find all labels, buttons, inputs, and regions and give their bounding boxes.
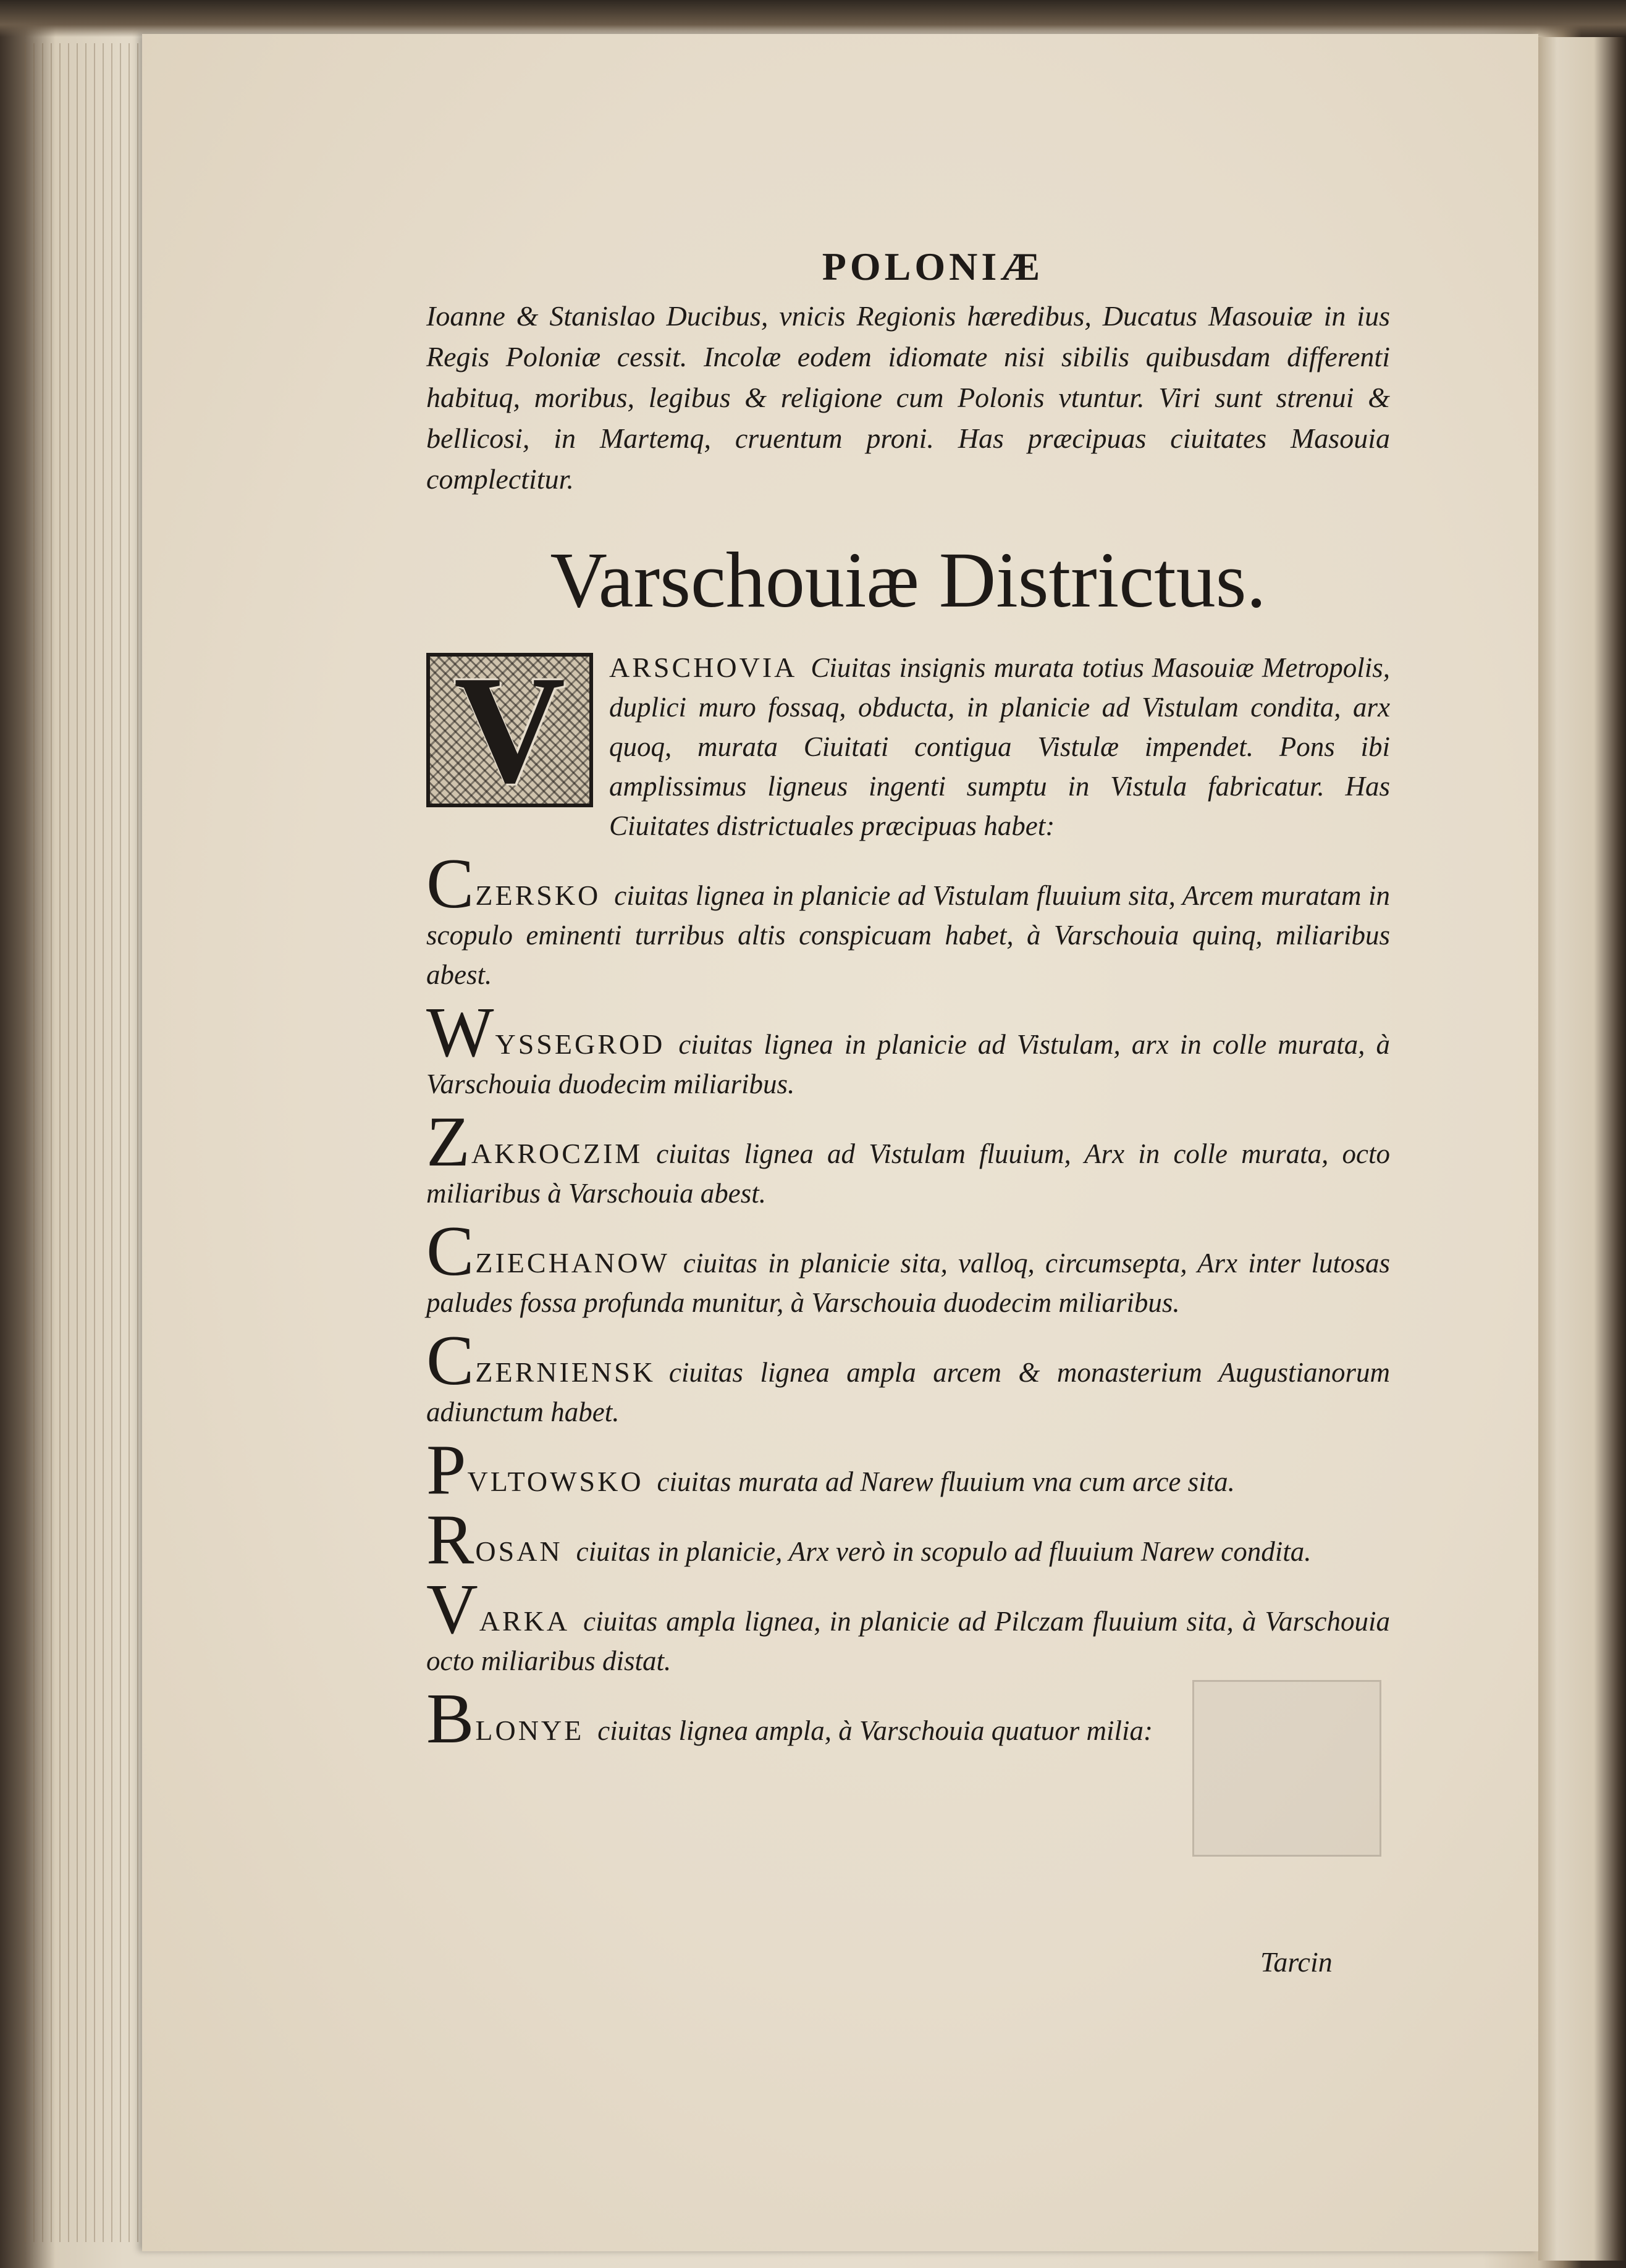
place-initial: W: [426, 993, 495, 1072]
place-initial: V: [426, 1570, 479, 1649]
place-initial: C: [426, 1212, 476, 1291]
paragraph-text: Ciuitas insignis murata totius Masouiæ Metropolis, duplici muro fossaq, obducta, in planicie ad Vistulam condita, arx quoq, murata Ciuitati contigua Vistulæ impendet. Pons ibi amplissimus ligneus ingenti sumptu in Vistula fabricatur. Has Ciuitates districtuales præcipuas habet:: [609, 652, 1390, 841]
facing-leaf-edge: [1538, 37, 1626, 2261]
paragraph-text: ciuitas ampla lignea, in planicie ad Pilczam fluuium sita, à Varschouia octo miliaribus distat.: [426, 1606, 1390, 1676]
paragraph-text: ciuitas in planicie, Arx verò in scopulo ad fluuium Narew condita.: [576, 1536, 1312, 1567]
catchword: Tarcin: [1260, 1946, 1333, 1978]
paragraph-varka: [426, 1570, 1390, 1681]
paragraph-text: ciuitas lignea in planicie ad Vistulam, arx in colle murata, à Varschouia duodecim miliaribus.: [426, 1029, 1390, 1099]
paragraph-text: ciuitas in planicie sita, valloq, circumsepta, Arx inter lutosas paludes fossa profunda munitur, à Varschouia duodecim miliaribus.: [426, 1248, 1390, 1318]
place-initial: Z: [426, 1102, 471, 1182]
paragraph-varschovia: [426, 644, 1390, 846]
place-name: ARKA: [479, 1605, 570, 1637]
paragraph-text: ciuitas murata ad Narew fluuium vna cum arce sita.: [657, 1466, 1235, 1497]
place-name: ARSCHOVIA: [609, 652, 798, 683]
page-edges: [25, 43, 148, 2242]
place-initial: P: [426, 1430, 468, 1510]
place-name: AKROCZIM: [471, 1138, 643, 1169]
paragraph-text: ciuitas lignea ad Vistulam fluuium, Arx in colle murata, octo miliaribus à Varschouia abest.: [426, 1138, 1390, 1209]
place-name: LONYE: [475, 1715, 584, 1746]
paragraph-blonye: [426, 1679, 1390, 1758]
text-block: [426, 244, 1390, 1764]
paragraph-zakroczim: [426, 1102, 1390, 1213]
paragraph-pvltowsko: [426, 1430, 1390, 1510]
paragraph-czersko: [426, 844, 1390, 994]
paragraph-text: ciuitas lignea ampla arcem & monasterium Augustianorum adiunctum habet.: [426, 1357, 1390, 1427]
book-top-shadow: [0, 0, 1626, 37]
place-initial: C: [426, 1321, 476, 1400]
place-name: YSSEGROD: [495, 1028, 665, 1060]
paragraph-wyssegrod: [426, 993, 1390, 1104]
decorated-initial: [426, 644, 593, 815]
intro-paragraph: Ioanne & Stanislao Ducibus, vnicis Regionis hæredibus, Ducatus Masouiæ in ius Regis Poloniæ cessit. Incolæ eodem idiomate nisi sibilis quibusdam differenti habituq, moribus, legibus & religione cum Polonis vtuntur. Viri sunt strenui & bellicosi, in Martemq, cruentum proni. Has præcipuas ciuitates Masouia complectitur.: [426, 300, 1390, 495]
decorated-initial-letter: V: [453, 644, 566, 815]
place-initial: C: [426, 844, 476, 923]
paragraph-rosan: [426, 1500, 1390, 1579]
paragraph-text: ciuitas lignea ampla, à Varschouia quatuor milia:: [597, 1715, 1153, 1746]
place-initial: B: [426, 1679, 476, 1758]
section-title: Varschouiæ Districtus.: [550, 536, 1266, 624]
paragraph-czerniensk: [426, 1321, 1390, 1432]
place-name: ZERNIENSK: [475, 1356, 655, 1388]
running-head: POLONIÆ: [822, 245, 1044, 288]
place-name: VLTOWSKO: [467, 1466, 644, 1497]
paragraph-text: ciuitas lignea in planicie ad Vistulam fluuium sita, Arcem muratam in scopulo eminenti turribus altis conspicuam habet, à Varschouia quinq, miliaribus abest.: [426, 880, 1390, 990]
place-initial: R: [426, 1500, 476, 1579]
paragraph-cziechanow: [426, 1212, 1390, 1322]
place-name: ZIECHANOW: [475, 1247, 670, 1279]
place-name: ZERSKO: [475, 880, 601, 911]
place-name: OSAN: [475, 1535, 563, 1567]
